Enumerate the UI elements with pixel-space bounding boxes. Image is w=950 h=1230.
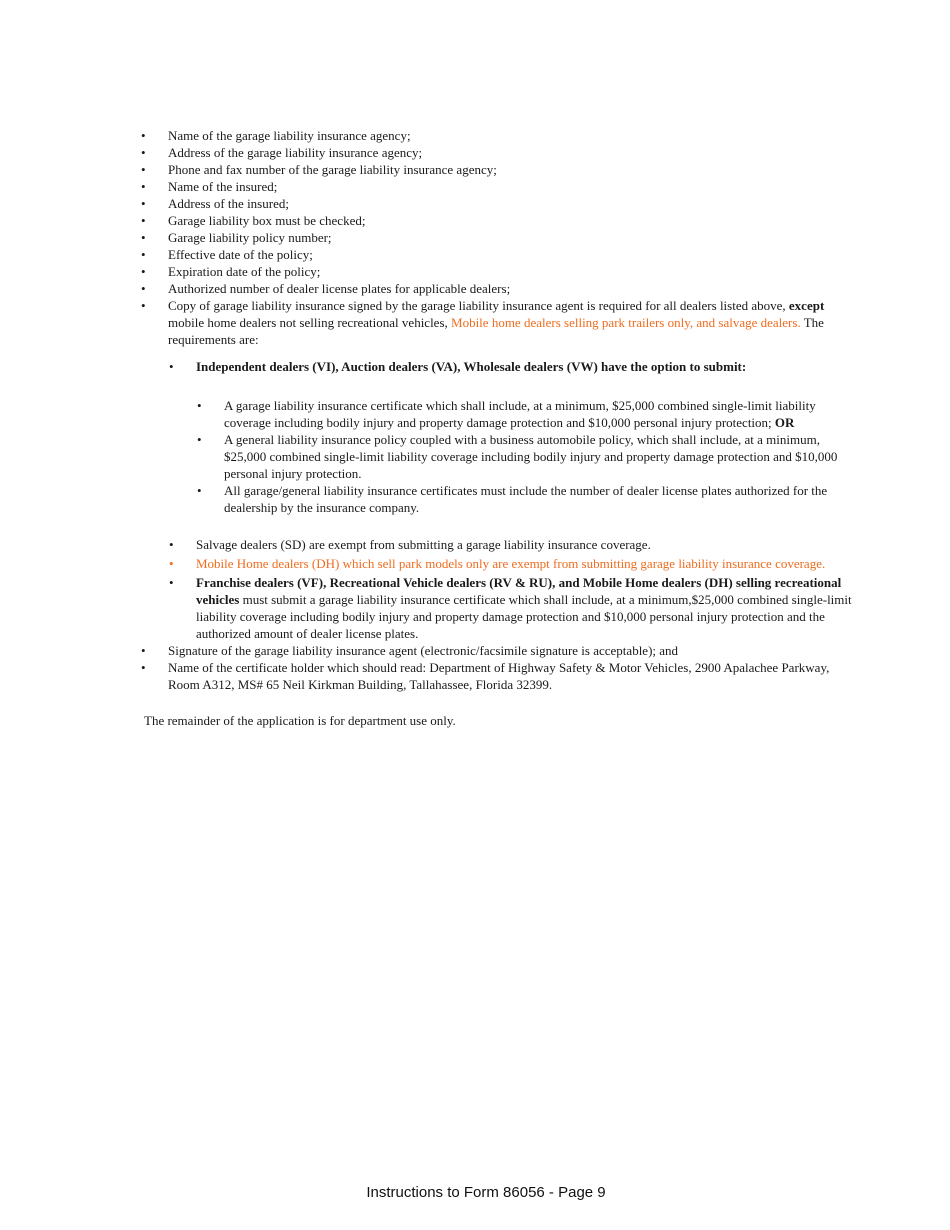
requirements-list [141, 127, 858, 693]
list-item: • Salvage dealers (SD) are exempt from submitting a garage liability insurance coverage. [169, 537, 651, 552]
copy-requirement-item: • Copy of garage liability insurance signed by the garage liability insurance agent is required for all dealers listed above, except mobile home dealers not selling recreational vehicles, Mobile home dealers selling park trailers only, and salvage dealers. The requirements are: • Independent dealers (VI), Auction dealers (VA), Wholesale dealers (VW) have the option to submit: • A garage liability insurance certificate which shall include, at a minimum, $25,000 combined single-limit liability coverage including bodily injury and property damage protection and $10,000 personal injury protection; OR • A general liability insurance policy coupled with a business automobile policy, which shall include, at a minimum, $25,000 combined single-limit liability coverage including bodily injury and property damage protection and $10,000 personal injury protection. • All garage/general liability insurance certificates must include the number of dealer license plates authorized for the dealership by the insurance company. • Salvage dealers (SD) are exempt from submitting a garage liability insurance coverage. • Mobile Home dealers (DH) which sell park models only are exempt from submitting garage liability insurance coverage. • Franchise dealers (VF), Recreational Vehicle dealers (RV & RU), and Mobile Home dealers (DH) selling recreational vehicles must submit a garage liability insurance certificate which shall include, at a minimum,$25,000 combined single-limit liability coverage including bodily injury and property damage protection and $10,000 personal injury protection and the authorized amount of dealer license plates. [168, 297, 858, 642]
bullet-icon: • [141, 298, 146, 313]
list-item: • Expiration date of the policy; [141, 264, 321, 279]
bullet-icon: • [197, 398, 202, 413]
section-heading: Independent dealers (VI), Auction dealers (VA), Wholesale dealers (VW) have the option to submit: [196, 359, 747, 374]
bullet-icon: • [141, 660, 146, 675]
bullet-icon: • [141, 643, 146, 658]
list-item: • Address of the insured; [141, 196, 289, 211]
bullet-icon: • [169, 359, 174, 374]
list-item: • Name of the garage liability insurance agency; [141, 128, 411, 143]
bullet-icon: • [197, 483, 202, 498]
list-item: • Garage liability box must be checked; [141, 213, 366, 228]
bullet-icon: • [141, 230, 146, 245]
bullet-icon: • [141, 213, 146, 228]
list-item: • Mobile Home dealers (DH) which sell park models only are exempt from submitting garage liability insurance coverage. [169, 556, 826, 571]
bullet-icon: • [141, 128, 146, 143]
options-list [197, 397, 858, 516]
department-use-note: The remainder of the application is for department use only. [144, 713, 456, 728]
bullet-icon: • [141, 162, 146, 177]
list-item: • Authorized number of dealer license plates for applicable dealers; [141, 281, 511, 296]
bullet-icon: • [169, 537, 174, 552]
dealer-types-list [169, 358, 858, 642]
list-item: • Garage liability policy number; [141, 230, 332, 245]
list-item: • Franchise dealers (VF), Recreational Vehicle dealers (RV & RU), and Mobile Home dealers (DH) selling recreational vehicles must submit a garage liability insurance certificate which shall include, at a minimum,$25,000 combined single-limit liability coverage including bodily injury and property damage protection and $10,000 personal injury protection and the authorized amount of dealer license plates. [169, 575, 852, 641]
bullet-icon: • [141, 247, 146, 262]
bullet-icon: • [141, 264, 146, 279]
list-item: • Address of the garage liability insurance agency; [141, 145, 423, 160]
list-item: • A garage liability insurance certificate which shall include, at a minimum, $25,000 combined single-limit liability coverage including bodily injury and property damage protection and $10,000 personal injury protection; OR [197, 398, 816, 430]
highlighted-text: Mobile home dealers selling park trailers only, and salvage dealers. [451, 315, 801, 330]
bullet-icon: • [169, 575, 174, 590]
page-footer: Instructions to Form 86056 - Page 9 [366, 1184, 606, 1201]
independent-dealers-item [169, 358, 858, 516]
list-item: • Effective date of the policy; [141, 247, 313, 262]
bullet-icon: • [141, 145, 146, 160]
list-item: • Signature of the garage liability insurance agent (electronic/facsimile signature is acceptable); and [141, 643, 679, 658]
bullet-icon: • [141, 281, 146, 296]
bullet-icon: • [197, 432, 202, 447]
list-item: • All garage/general liability insurance certificates must include the number of dealer license plates authorized for the dealership by the insurance company. [197, 483, 828, 515]
bullet-icon: • [169, 556, 174, 571]
list-item: • Name of the certificate holder which should read: Department of Highway Safety & Motor Vehicles, 2900 Apalachee Parkway, Room A312, MS# 65 Neil Kirkman Building, Tallahassee, Florida 32399. [141, 660, 830, 692]
list-item: • Phone and fax number of the garage liability insurance agency; [141, 162, 497, 177]
bullet-icon: • [141, 179, 146, 194]
bullet-icon: • [141, 196, 146, 211]
list-item: • Name of the insured; [141, 179, 278, 194]
list-item: • A general liability insurance policy coupled with a business automobile policy, which shall include, at a minimum, $25,000 combined single-limit liability coverage including bodily injury and property damage protection and $10,000 personal injury protection. [197, 432, 838, 481]
